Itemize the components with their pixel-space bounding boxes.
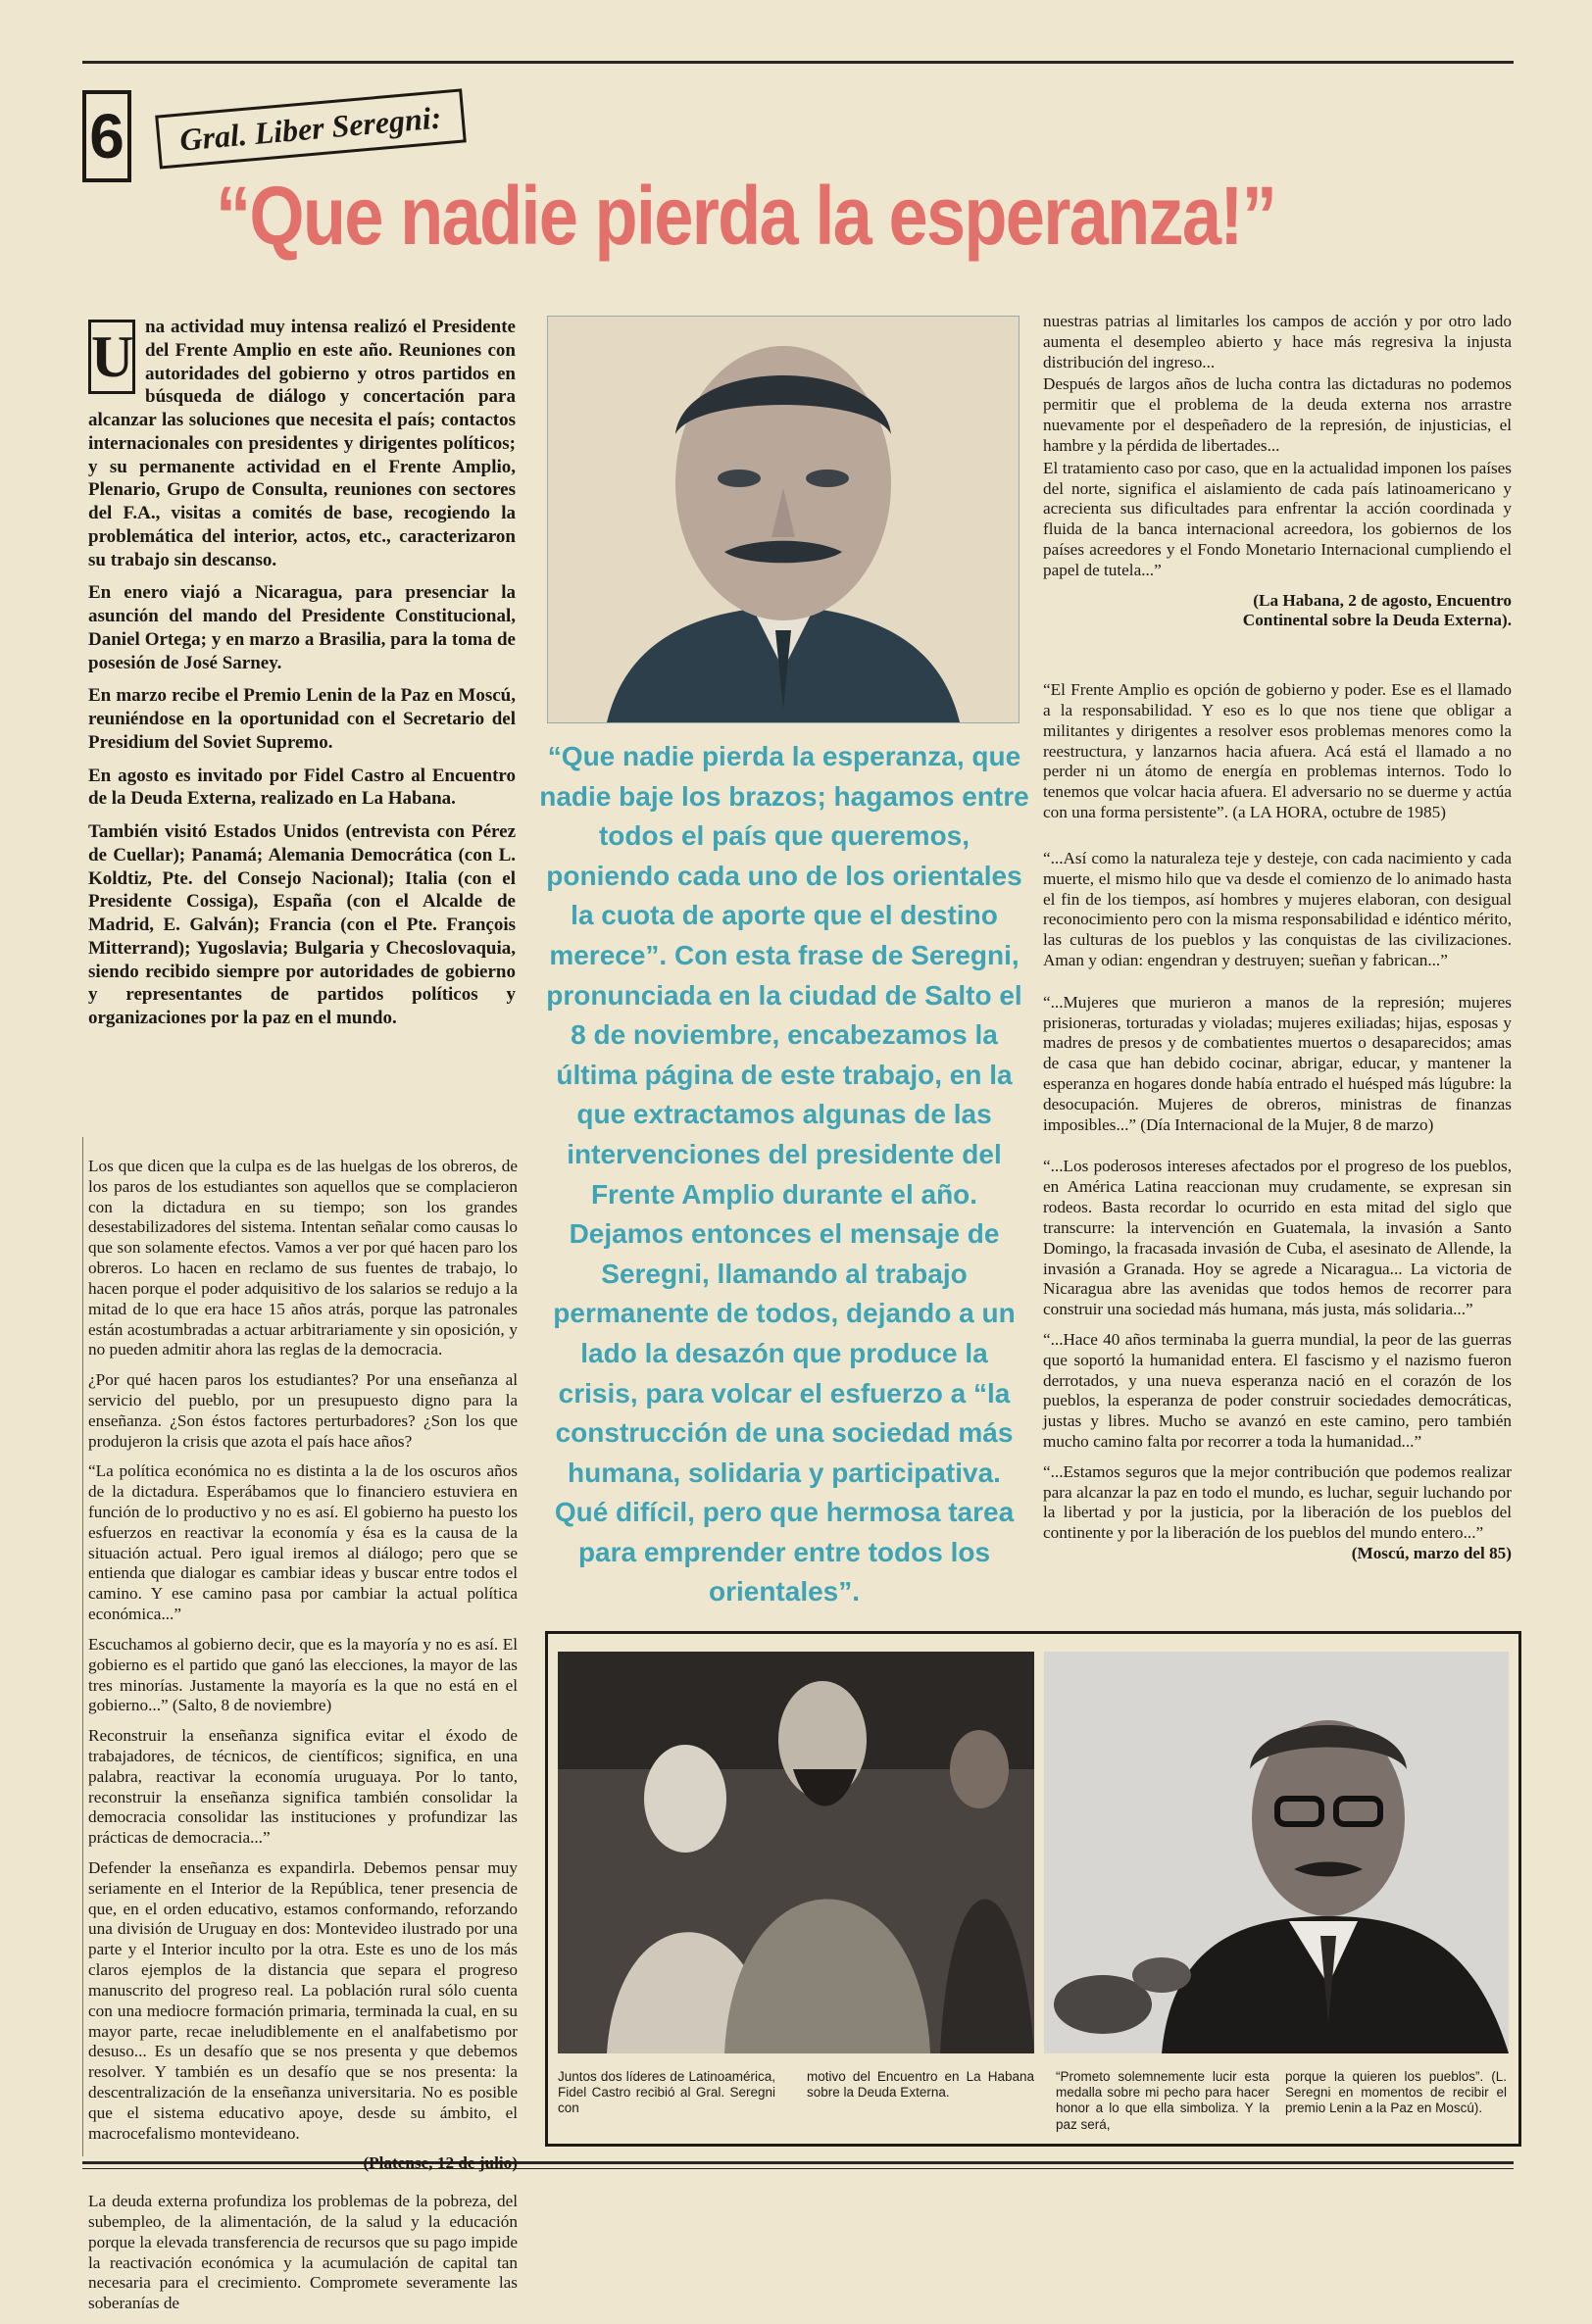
source-note: (La Habana, 2 de agosto, Encuentro Continental sobre la Deuda Externa). [1242,590,1512,630]
photo-caption: porque la quieren los pueblos”. (L. Seregni en momentos de recibir el premio Lenin a la Paz en Moscú). [1285,2069,1507,2116]
photo-caption: Juntos dos líderes de Latinoamérica, Fidel Castro recibió al Gral. Seregni con [558,2069,775,2116]
portrait-illustration [548,317,1019,722]
body-paragraph: “La política económica no es distinta a la de los oscuros años de la dictadura. Esperábamos que lo financiero estuviera en función de lo productivo y no es así. El gobierno ha puesto los esfuerzos en reactivar la economía y ésa es la causa de la situación actual. Pero igual iremos al diálogo; pero que se entienda que dialogar es cambiar ideas y buscar entre todos el camino. Y ese camino pasa por cambiar la actual política económica...” [88,1461,518,1624]
body-paragraph: Los que dicen que la culpa es de las huelgas de los obreros, de los paros de los estudiantes son aquellos que se complacieron con la dictadura en su tiempo; son los grandes desestabilizadores del sistema. Intentan señalar como causas lo que son solamente efectos. Vamos a ver por qué hacen paro los obreros. Lo hacen en reclamo de sus fuentes de trabajo, lo hacen porque el poder adquisitivo de los salarios se redujo a la mitad de lo que era hace 15 años atrás, porque las patronales están acostumbradas a actuar arbitrariamente y sin oposición, y no pueden admitir ahora las reglas de la democracia. [88,1157,518,1360]
body-paragraph: “...Hace 40 años terminaba la guerra mundial, la peor de las guerras que soportó la humanidad entera. El fascismo y el nazismo fueron derrotados, y una nueva esperanza nació en el corazón de los pueblos, la esperanza de poder construir sociedades democráticas, justas y libres. Mucho se avanzó en este camino, pero también mucho camino falta por recorrer a toda la humanidad...” [1043,1329,1512,1451]
body-paragraph: Después de largos años de lucha contra las dictaduras no podemos permitir que el problema de la deuda externa nos arrastre nuevamente por el despeñadero de la represión, de injusticias, el hambre y la pérdida de libertades... [1043,374,1512,455]
left-body-column [88,1157,518,2324]
body-paragraph: “El Frente Amplio es opción de gobierno y poder. Ese es el llamado a la responsabilidad. Y eso es lo que nos tiene que obligar a militantes y dirigentes a resolver esos problemas menores como la reestructura, y lanzarnos hacia afuera. Acá está el llamado a no perder ni un átomo de energía en problemas internos. Todo lo tenemos que volcar hacia afuera. El adversario no se duerme y actúa con una forma persistente”. (a LA HORA, octubre de 1985) [1043,680,1512,822]
right-body-column [1043,312,1512,1574]
kicker-label: Gral. Liber Seregni: [155,88,466,169]
drop-cap: U [88,320,135,394]
body-paragraph: “...Mujeres que murieron a manos de la represión; mujeres prisioneras, torturadas y violadas; mujeres exiliadas; hijas, esposas y madres de presos y de combatientes muertos o desaparecidos; amas de casa que han debido cocinar, abrigar, educar, y mantener la esperanza en hogares donde había entrado el huésped más lúgubre: la desocupación. Mujeres de obreros, ministras de finanzas imposibles...” (Día Internacional de la Mujer, 8 de marzo) [1043,992,1512,1134]
source-note: (Moscú, marzo del 85) [1351,1544,1512,1563]
seregni-portrait [547,316,1020,723]
body-paragraph: “...Estamos seguros que la mejor contribución que podemos realizar para alcanzar la paz en todo el mundo, es luchar, seguir luchando por la libertad y por la justicia, por la liberación de los pueblos del continente y por la liberación de los pueblos del mundo entero...” [1043,1461,1512,1543]
body-paragraph: Defender la enseñanza es expandirla. Debemos pensar muy seriamente en el Interior de la República, tener presencia de que, en el orden educativo, estamos conformando, reforzando una división de Uruguay en dos: Montevideo ilustrado por una parte y el Interior inculto por la otra. Este es uno de los más claros ejemplos de la distancia que separa el progreso manuscrito del progreso real. La población rural sólo cuenta con una mediocre formación primaria, terminada la cual, en su mayor parte, recae ineludiblemente en el analfabetismo por desuso... Es un desafío que se nos presenta y que debemos resolver. Y también es un desafío que se nos presenta: la descentralización de la enseñanza universitaria. No es posible que el sistema educativo apoye, desde su ámbito, el macrocefalismo montevideano. [88,1858,518,2143]
intro-column [88,316,516,1040]
body-paragraph: Reconstruir la enseñanza significa evitar el éxodo de trabajadores, de técnicos, de científicos; significa, en una palabra, reactivar la economía uruguaya. Por lo tanto, reconstruir la enseñanza significa también consolidar la democracia consolidar las instituciones y profundizar las prácticas de democracia...” [88,1726,518,1848]
intro-paragraph: En agosto es invitado por Fidel Castro al Encuentro de la Deuda Externa, realizado en La Habana. [88,765,516,810]
photo-box [545,1631,1521,2147]
castro-seregni-photo [558,1652,1034,2053]
photo-illustration [558,1652,1034,2053]
photo-caption: “Prometo solemnemente lucir esta medalla sobre mi pecho para hacer honor a lo que ella simboliza. Y la paz será, [1056,2069,1269,2132]
intro-paragraph: na actividad muy intensa realizó el Presidente del Frente Amplio en este año. Reuniones con autoridades del gobierno y otros partidos en búsqueda de diálogo y concertación para alcanzar las soluciones que necesita el país; contactos internacionales con presidentes y dirigentes políticos; y su permanente actividad en el Frente Amplio, Plenario, Grupo de Consulta, reuniones con sectores del F.A., visitas a comités de base, recogiendo la problemática del interior, actos, etc., caracterizaron su trabajo sin descanso. [88,317,516,570]
seregni-moscow-photo [1044,1652,1509,2053]
page-number: 6 [82,90,131,182]
body-paragraph: nuestras patrias al limitarles los campos de acción y por otro lado aumenta el desempleo abierto y hace más regresiva la injusta distribución del ingreso... [1043,312,1512,371]
photo-illustration [1044,1652,1509,2053]
body-paragraph: “...Así como la naturaleza teje y desteje, con cada nacimiento y cada muerte, el mismo hilo que va desde el comienzo de lo animado hasta el fin de los tiempos, así hombres y mujeres elaboran, con desigual reconocimiento pero con la misma responsabilidad e idéntico mérito, las culturas de los pueblos y las conquistas de las civilizaciones. Aman y odian: engendran y destruyen; sueñan y fabrican...” [1043,848,1512,969]
intro-paragraph: En enero viajó a Nicaragua, para presenciar la asunción del mando del Presidente Constitucional, Daniel Ortega; y en marzo a Brasilia, para la toma de posesión de José Sarney. [88,582,516,673]
body-paragraph: El tratamiento caso por caso, que en la actualidad imponen los países del norte, significa el aislamiento de cada país latinoamericano y acrecienta sus dificultades para enfrentar la acción coordinada y fluida de la banca internacional acreedora, los gobiernos de los países acreedores y el Fondo Monetario Internacional cumpliendo el papel de tutela...” [1043,458,1512,579]
body-paragraph: “...Los poderosos intereses afectados por el progreso de los pueblos, en América Latina reaccionan muy crudamente, se expresan sin rodeos. Basta recordar lo ocurrido en esta mitad del siglo que transcurre: la intervención en Guatemala, la invasión a Santo Domingo, la fracasada invasión de Cuba, el asesinato de Allende, la invasión a Granada. Hoy se agrede a Nicaragua... La victoria de Nicaragua abre las avenidas que todos hemos de recorrer para construir una sociedad más humana, más justa, más solidaria...” [1043,1157,1512,1319]
photo-caption: motivo del Encuentro en La Habana sobre la Deuda Externa. [807,2069,1034,2101]
pull-quote: “Que nadie pierda la esperanza, que nadie baje los brazos; hagamos entre todos el país que queremos, poniendo cada uno de los orientales la cuota de aporte que el destino merece”. Con esta frase de Seregni, pronunciada en la ciudad de Salto el 8 de noviembre, encabezamos la última página de este trabajo, en la que extractamos algunas de las intervenciones del presidente del Frente Amplio durante el año. Dejamos entonces el mensaje de Seregni, llamando al trabajo permanente de todos, dejando a un lado la desazón que produce la crisis, para volcar el esfuerzo a “la construcción de una sociedad más humana, solidaria y participativa. Qué difícil, pero que hermosa tarea para emprender entre todos los orientales”. [539,741,1029,1607]
source-note: (Platense, 12 de julio) [363,2153,518,2173]
intro-paragraph: También visitó Estados Unidos (entrevista con Pérez de Cuellar); Panamá; Alemania Democrática (con L. Koldtiz, Pte. del Consejo Nacional); Italia (con el Presidente Cossiga), España (con el Alcalde de Madrid, E. Galván); Francia (con el Pte. François Mitterrand); Yugoslavia; Bulgaria y Checoslovaquia, siendo recibido siempre por autoridades de gobierno y representantes de partidos políticos y organizaciones por la paz en el mundo. [88,821,516,1028]
headline: “Que nadie pierda la esperanza!” [216,170,1276,262]
body-paragraph: ¿Por qué hacen paros los estudiantes? Por una enseñanza al servicio del pueblo, por un presupuesto digno para la enseñanza. ¿Son éstos factores perturbadores? ¿Son los que produjeron la crisis que azota el país hace años? [88,1370,518,1451]
body-paragraph: Escuchamos al gobierno decir, que es la mayoría y no es así. El gobierno es el partido que ganó las elecciones, la mayor de las tres minorías. Justamente la mayoría es la que no está en el gobierno...” (Salto, 8 de noviembre) [88,1634,518,1715]
body-paragraph: La deuda externa profundiza los problemas de la pobreza, del subempleo, de la alimentación, de la salud y la educación porque la elevada transferencia de recursos que su pago impide la reactivación económica y la acumulación de capital tan necesaria para el crecimiento. Compromete severamente las soberanías de [88,2192,518,2313]
intro-paragraph: En marzo recibe el Premio Lenin de la Paz en Moscú, reuniéndose en la oportunidad con el Secretario del Presidium del Soviet Supremo. [88,685,516,753]
left-column-divider [82,1137,83,2156]
top-rule [82,61,1514,64]
